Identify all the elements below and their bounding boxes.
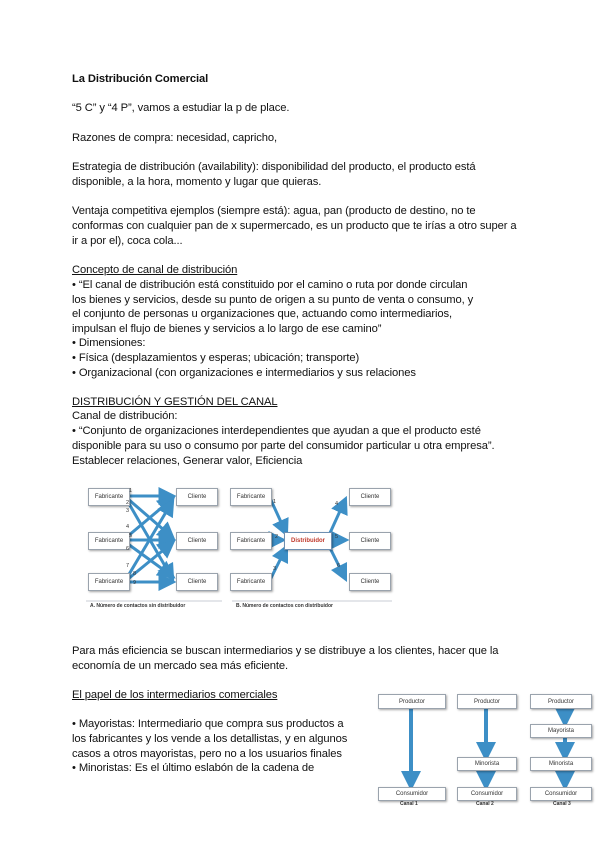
intermediarios-line-4: • Minoristas: Es el último eslabón de la cadena de — [72, 762, 315, 774]
concepto-line-4: impulsan el flujo de bienes y servicios a lo largo de ese camino” — [72, 323, 382, 335]
fabricante-a-2: Fabricante — [88, 532, 130, 550]
minorista-canal3: Minorista — [530, 757, 592, 771]
paragraph-eficiencia-line-1: Para más eficiencia se buscan intermediarios y se distribuye a los clientes, hacer que la — [72, 645, 499, 657]
paragraph-ventaja-line-2: conformas con cualquier pan de x supermercado, es un producto que te irías a otro super a — [72, 220, 517, 232]
contact-number-a-6: 6 — [126, 546, 130, 552]
canal2-label: Canal 2 — [476, 801, 494, 807]
page-title: La Distribución Comercial — [72, 73, 209, 85]
distribucion-line-4: Establecer relaciones, Generar valor, Eficiencia — [72, 455, 303, 467]
distribucion-line-2: • “Conjunto de organizaciones interdependientes que ayudan a que el producto esté — [72, 425, 481, 437]
section-heading-distribucion: DISTRIBUCIÓN Y GESTIÓN DEL CANAL — [72, 396, 278, 408]
contact-number-b-4: 4 — [335, 501, 339, 507]
productor-canal2: Productor — [457, 694, 517, 709]
cliente-a-1: Cliente — [176, 488, 218, 506]
paragraph-5c-4p: “5 C” y “4 P”, vamos a estudiar la p de place. — [72, 102, 290, 114]
paragraph-ventaja-line-3: ir a por el), coca cola... — [72, 235, 183, 247]
caption-a: A. Número de contactos sin distribuidor — [90, 603, 186, 609]
concepto-line-3: el conjunto de personas u organizaciones que, actuando como intermediarios, — [72, 308, 452, 320]
fabricante-b-3: Fabricante — [230, 573, 272, 591]
intermediarios-line-3: casos a otros mayoristas, pero no a los usuarios finales — [72, 748, 342, 760]
intermediarios-line-1: • Mayoristas: Intermediario que compra sus productos a — [72, 718, 344, 730]
contact-number-a-1: 1 — [129, 488, 133, 494]
distribuidor-box: Distribuidor — [284, 532, 332, 550]
productor-canal1: Productor — [378, 694, 446, 709]
paragraph-ventaja-line-1: Ventaja competitiva ejemplos (siempre está): agua, pan (producto de destino, no te — [72, 205, 476, 217]
contact-number-b-3: 3 — [273, 566, 277, 572]
fabricante-a-3: Fabricante — [88, 573, 130, 591]
paragraph-razones: Razones de compra: necesidad, capricho, — [72, 132, 278, 144]
fabricante-b-1: Fabricante — [230, 488, 272, 506]
cliente-a-2: Cliente — [176, 532, 218, 550]
fabricante-b-2: Fabricante — [230, 532, 272, 550]
mayorista-canal3: Mayorista — [530, 724, 592, 738]
paragraph-eficiencia-line-2: economía de un mercado sea más eficiente. — [72, 660, 289, 672]
distribucion-line-1: Canal de distribución: — [72, 410, 178, 422]
productor-canal3: Productor — [530, 694, 592, 709]
concepto-line-7: • Organizacional (con organizaciones e intermediarios y sus relaciones — [72, 367, 416, 379]
cliente-a-3: Cliente — [176, 573, 218, 591]
cliente-b-3: Cliente — [349, 573, 391, 591]
contact-number-b-2: 2 — [275, 534, 279, 540]
consumidor-canal3: Consumidor — [530, 787, 592, 801]
contact-number-a-4: 4 — [126, 524, 130, 530]
paragraph-estrategia-line-2: disponible, a la hora, momento y lugar que quieras. — [72, 176, 322, 188]
fabricante-a-1: Fabricante — [88, 488, 130, 506]
cliente-b-2: Cliente — [349, 532, 391, 550]
canal1-label: Canal 1 — [400, 801, 418, 807]
intermediarios-line-2: los fabricantes y los vende a los detallistas, y en algunos — [72, 733, 348, 745]
concepto-line-2: los bienes y servicios, desde su punto de origen a su punto de venta o consumo, y — [72, 294, 474, 306]
contact-number-a-2: 2 — [126, 500, 130, 506]
concepto-line-1: • “El canal de distribución está constituido por el camino o ruta por donde circulan — [72, 279, 468, 291]
cliente-b-1: Cliente — [349, 488, 391, 506]
section-heading-intermediarios: El papel de los intermediarios comerciales — [72, 689, 278, 701]
section-heading-concepto: Concepto de canal de distribución — [72, 264, 238, 276]
paragraph-estrategia-line-1: Estrategia de distribución (availability): disponibilidad del producto, el producto está — [72, 161, 476, 173]
contact-number-b-6: 6 — [337, 563, 341, 569]
contact-number-b-5: 5 — [335, 534, 339, 540]
contact-number-a-3: 3 — [126, 508, 130, 514]
caption-b: B. Número de contactos con distribuidor — [236, 603, 333, 609]
contact-number-b-1: 1 — [273, 499, 277, 505]
contact-number-a-9: 9 — [133, 580, 137, 586]
contact-number-a-7: 7 — [126, 563, 130, 569]
distribucion-line-3: disponible para su uso o consumo por parte del consumidor particular u otra empresa”. — [72, 440, 495, 452]
contact-number-a-5: 5 — [129, 533, 133, 539]
consumidor-canal2: Consumidor — [457, 787, 517, 801]
concepto-line-5: • Dimensiones: — [72, 337, 146, 349]
minorista-canal2: Minorista — [457, 757, 517, 771]
contact-number-a-8: 8 — [133, 571, 137, 577]
consumidor-canal1: Consumidor — [378, 787, 446, 801]
concepto-line-6: • Física (desplazamientos y esperas; ubicación; transporte) — [72, 352, 360, 364]
canal3-label: Canal 3 — [553, 801, 571, 807]
